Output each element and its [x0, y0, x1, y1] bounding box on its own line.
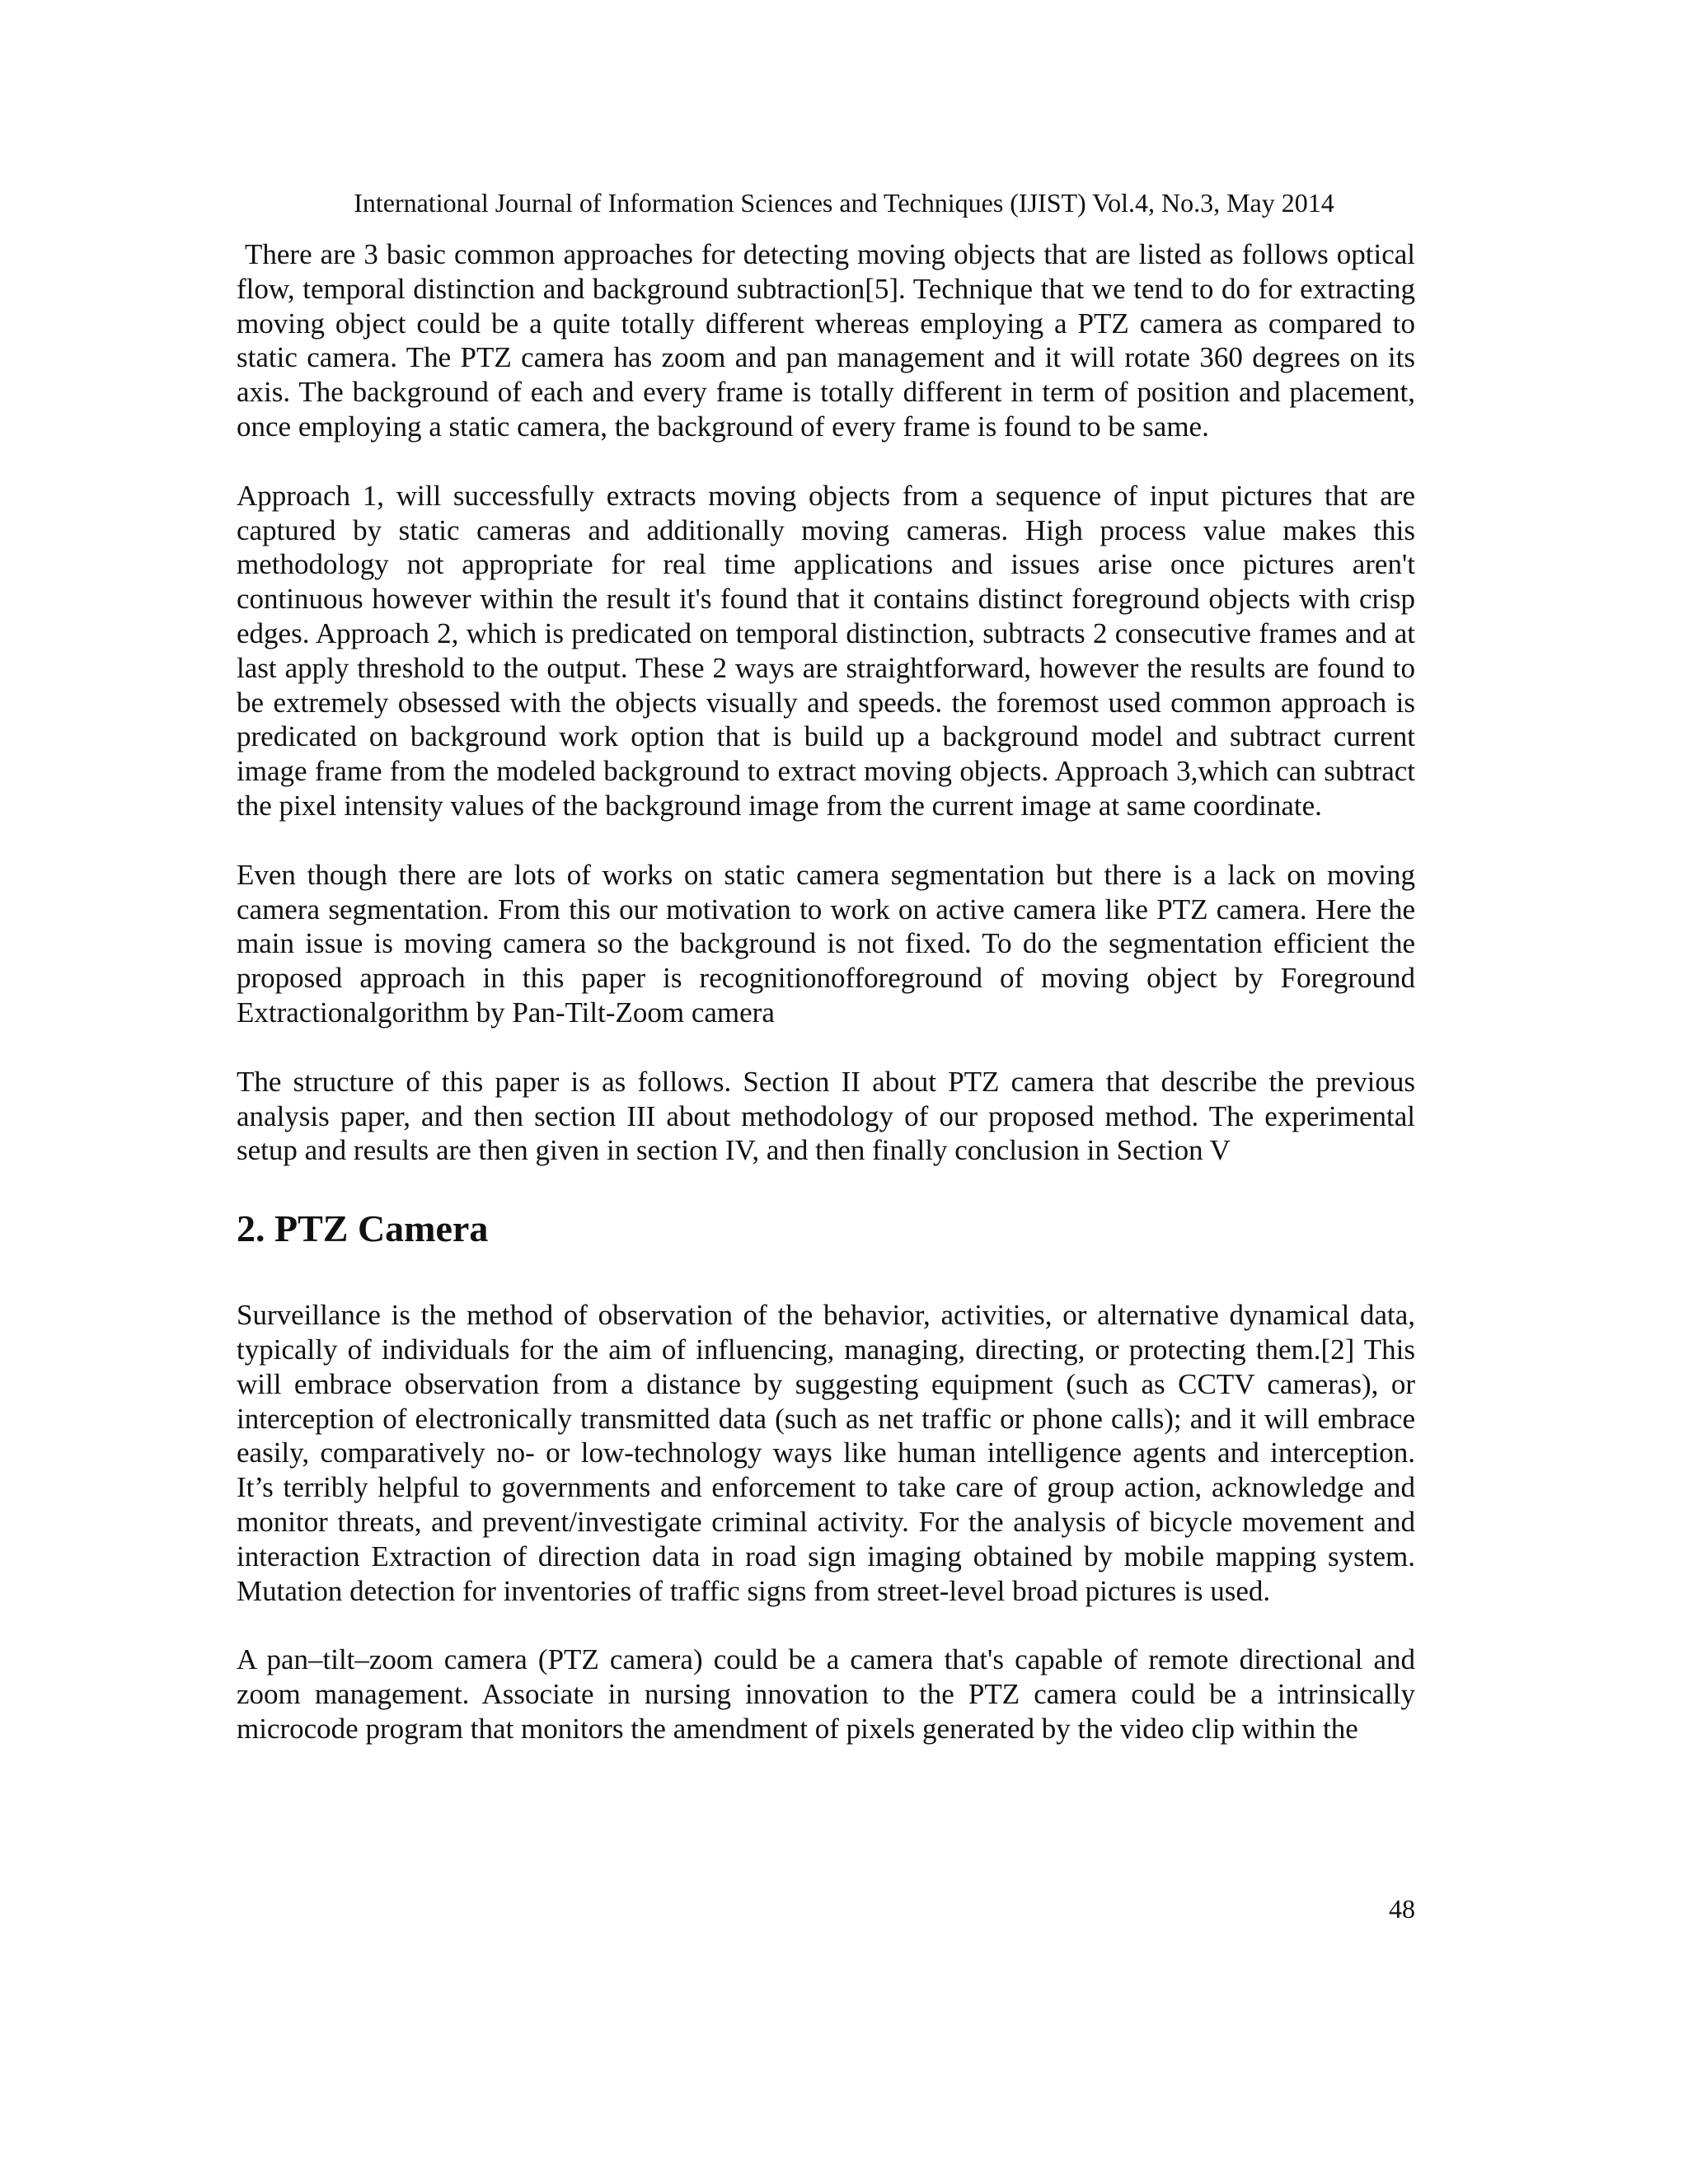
paragraph-motivation: Even though there are lots of works on static camera segmentation but there is a lack on moving camera segmentation. From this our motivation to work on active camera like PTZ camera. Here the main issue is moving camera so the background is not fixed. To do the segmentation efficient the proposed approach in this paper is recognitionofforeground of moving object by Foreground Extractionalgorithm by Pan-Tilt-Zoom camera — [237, 858, 1415, 1029]
paragraph-paper-structure: The structure of this paper is as follows. Section II about PTZ camera that describe the previous analysis paper, and then section III about methodology of our proposed method. The experimental setup and results are then given in section IV, and then finally conclusion in Section V — [237, 1065, 1415, 1167]
section-heading-ptz-camera: 2. PTZ Camera — [237, 1207, 489, 1250]
running-header: International Journal of Information Sciences and Techniques (IJIST) Vol.4, No.3, May 2014 — [354, 188, 1334, 218]
paragraph-approaches-overview: There are 3 basic common approaches for detecting moving objects that are listed as follows optical flow, temporal distinction and background subtraction[5]. Technique that we tend to do for extracting moving object could be a quite totally different whereas employing a PTZ camera as compared to static camera. The PTZ camera has zoom and pan management and it will rotate 360 degrees on its axis. The background of each and every frame is totally different in term of position and placement, once employing a static camera, the background of every frame is found to be same. — [237, 238, 1415, 443]
paragraph-ptz-definition: A pan–tilt–zoom camera (PTZ camera) could be a camera that's capable of remote directional and zoom management. Associate in nursing innovation to the PTZ camera could be a intrinsically microcode program that monitors the amendment of pixels generated by the video clip within the — [237, 1643, 1415, 1745]
page-number: 48 — [1389, 1894, 1415, 1924]
paragraph-approach-details: Approach 1, will successfully extracts moving objects from a sequence of input pictures that are captured by static cameras and additionally moving cameras. High process value makes this methodology not appropriate for real time applications and issues arise once pictures aren't continuous however within the result it's found that it contains distinct foreground objects with crisp edges. Approach 2, which is predicated on temporal distinction, subtracts 2 consecutive frames and at last apply threshold to the output. These 2 ways are straightforward, however the results are found to be extremely obsessed with the objects visually and speeds. the foremost used common approach is predicated on background work option that is build up a background model and subtract current image frame from the modeled background to extract moving objects. Approach 3,which can subtract the pixel intensity values of the background image from the current image at same coordinate. — [237, 479, 1415, 822]
body-text — [237, 237, 1415, 1746]
paragraph-surveillance: Surveillance is the method of observation of the behavior, activities, or alternative dynamical data, typically of individuals for the aim of influencing, managing, directing, or protecting them.[2] This will embrace observation from a distance by suggesting equipment (such as CCTV cameras), or interception of electronically transmitted data (such as net traffic or phone calls); and it will embrace easily, comparatively no- or low-technology ways like human intelligence agents and interception. It’s terribly helpful to governments and enforcement to take care of group action, acknowledge and monitor threats, and prevent/investigate criminal activity. For the analysis of bicycle movement and interaction Extraction of direction data in road sign imaging obtained by mobile mapping system. Mutation detection for inventories of traffic signs from street-level broad pictures is used. — [237, 1299, 1415, 1607]
